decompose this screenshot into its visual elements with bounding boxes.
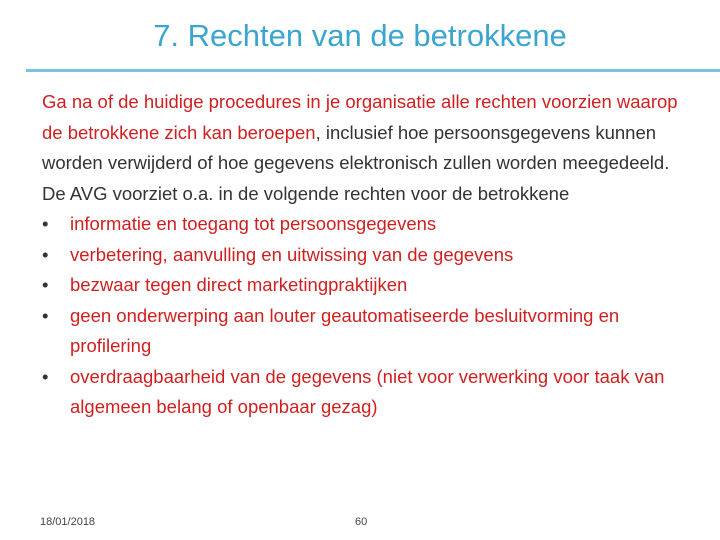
- list-item-text: informatie en toegang tot persoonsgegevens: [70, 213, 437, 234]
- slide-body: [42, 87, 697, 423]
- list-item-text: verbetering, aanvulling en uitwissing van de gegevens: [70, 243, 514, 265]
- title-divider: [26, 69, 720, 72]
- list-item-text: geen onderwerping aan louter geautomatiseerde besluitvorming en profilering: [70, 304, 620, 356]
- bullet-icon: •: [42, 365, 49, 387]
- bullet-icon: •: [42, 213, 49, 234]
- list-item: [42, 209, 697, 240]
- list-item: [42, 362, 697, 423]
- intro-rest: , inclusief hoe persoonsgegevens kunnen worden verwijderd of hoe gegevens elektronisch zullen worden meegedeeld. De AVG voorziet o.a. in de volgende rechten voor de betrokkene: [42, 121, 670, 204]
- intro-emphasis: Ga na of de huidige procedures in je organisatie alle rechten voorzien waarop de betrokkene zich kan beroepen: [42, 91, 678, 143]
- list-item: [42, 240, 697, 271]
- bullet-icon: •: [42, 304, 49, 326]
- list-item: [42, 270, 697, 301]
- intro-paragraph: [42, 87, 697, 209]
- bullet-icon: •: [42, 274, 49, 295]
- rights-list: [42, 209, 697, 423]
- footer-date: 18/01/2018: [40, 516, 96, 528]
- list-item-text: bezwaar tegen direct marketingpraktijken: [70, 274, 408, 295]
- bullet-icon: •: [42, 243, 49, 265]
- page-number: 60: [355, 516, 368, 528]
- slide-title: 7. Rechten van de betrokkene: [153, 18, 567, 53]
- list-item-text: overdraagbaarheid van de gegevens (niet voor verwerking voor taak van algemeen belang of openbaar gezag): [70, 365, 665, 417]
- list-item: [42, 301, 697, 362]
